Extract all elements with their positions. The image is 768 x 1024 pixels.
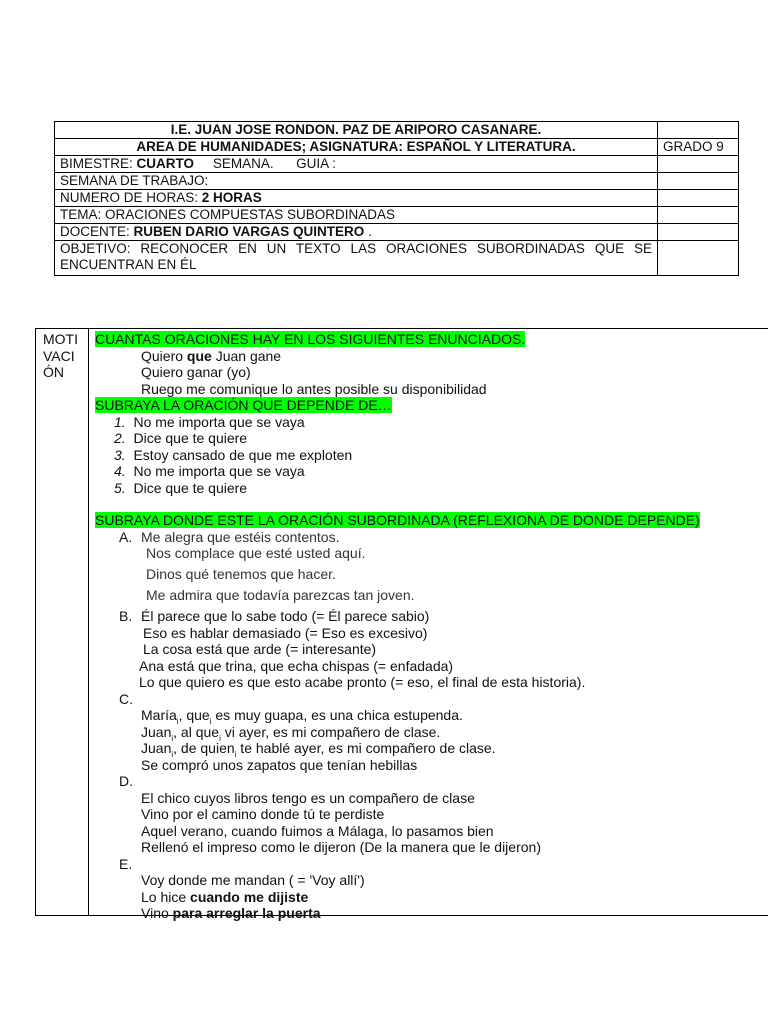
section2-heading: SUBRAYA LA ORACIÓN QUE DEPENDE DE…: [95, 397, 392, 413]
objetivo-line2: ENCUENTRAN EN ÉL: [60, 257, 197, 272]
docente-row: [55, 224, 658, 241]
group-b-line: La cosa está que arde (= interesante): [143, 641, 377, 657]
bimestre-label: BIMESTRE:: [60, 156, 133, 171]
group-e-line: Lo hice cuando me dijiste: [141, 888, 309, 905]
side-label: [43, 331, 78, 381]
group-b-line: Lo que quiero es que esto acabe pronto (= eso, el final de esta historia).: [139, 674, 586, 690]
list-item: 3. Estoy cansado de que me exploten: [114, 446, 353, 463]
semana-trabajo: SEMANA DE TRABAJO:: [55, 173, 658, 190]
docente-value: RUBEN DARIO VARGAS QUINTERO: [133, 224, 365, 239]
horas-label: NUMERO DE HORAS:: [60, 190, 199, 205]
group-a-line: Me admira que todavía parezcas tan joven.: [146, 587, 415, 603]
header-empty-cell: [658, 224, 739, 241]
header-empty-cell: [658, 173, 739, 190]
horas-row: [55, 190, 658, 207]
header-table: [54, 121, 739, 276]
grade-cell: GRADO 9: [658, 139, 739, 156]
group-e-line: Voy donde me mandan ( = 'Voy allí'): [141, 872, 365, 888]
docente-end: .: [368, 224, 372, 239]
horas-value: 2 HORAS: [201, 190, 262, 205]
guia-label: GUIA :: [296, 156, 336, 171]
semana-label: SEMANA.: [212, 156, 274, 171]
header-empty-cell: [658, 190, 739, 207]
header-empty-cell: [658, 241, 739, 276]
subject-title: AREA DE HUMANIDADES; ASIGNATURA: ESPAÑOL Y LITERATURA.: [55, 139, 658, 156]
docente-label: DOCENTE:: [60, 224, 130, 239]
list-item: 5. Dice que te quiere: [114, 479, 248, 496]
group-c-line: Juan$_i$, al que$_i$ vi ayer, es mi compañero de clase.: [141, 723, 441, 743]
section1-line: Ruego me comunique lo antes posible su disponibilidad: [141, 380, 487, 397]
group-a-letter: A.: [119, 528, 133, 545]
side-label-line: VACI: [43, 347, 75, 364]
header-empty-cell: [658, 207, 739, 224]
group-d-line: El chico cuyos libros tengo es un compañero de clase: [141, 789, 475, 806]
group-a-line: Me alegra que estéis contentos.: [141, 528, 340, 545]
group-e-line: Vino para arreglar la puerta: [141, 905, 321, 921]
bimestre-row: [55, 156, 658, 173]
activity-table: [35, 328, 768, 921]
objetivo-row: [55, 241, 658, 276]
side-label-line: MOTI: [43, 331, 78, 347]
group-b-line: Él parece que lo sabe todo (= Él parece sabio): [141, 608, 430, 624]
group-c-line: Se compró unos zapatos que tenían hebillas: [141, 756, 418, 773]
list-item: 2. Dice que te quiere: [114, 430, 248, 446]
section1-line: Quiero que Juan gane: [141, 347, 282, 364]
group-c-line: Juan$_i$, de quien$_i$ te hablé ayer, es mi compañero de clase.: [141, 740, 496, 759]
group-d-letter: D.: [119, 773, 133, 789]
header-empty-cell: [658, 156, 739, 173]
section3-heading: SUBRAYA DONDE ESTE LA ORACIÓN SUBORDINADA (REFLEXIONA DE DONDE DEPENDE): [95, 512, 700, 528]
list-item: 4. No me importa que se vaya: [114, 463, 305, 479]
school-title: I.E. JUAN JOSE RONDON. PAZ DE ARIPORO CASANARE.: [55, 122, 658, 139]
objetivo-line1: OBJETIVO: RECONOCER EN UN TEXTO LAS ORACIONES SUBORDINADAS QUE SE: [60, 241, 652, 256]
list-item: 1. No me importa que se vaya: [114, 413, 305, 430]
group-c-letter: C.: [119, 690, 133, 707]
group-e-letter: E.: [119, 855, 133, 872]
group-a-line: Dinos qué tenemos que hacer.: [146, 566, 336, 582]
header-empty-cell: [658, 122, 739, 139]
group-b-line: Ana está que trina, que echa chispas (= enfadada): [139, 657, 454, 674]
side-label-line: ÓN: [43, 364, 64, 380]
section1-line: Quiero ganar (yo): [141, 364, 251, 380]
group-d-line: Rellenó el impreso como le dijeron (De la manera que le dijeron): [141, 839, 541, 855]
group-d-line: Aquel verano, cuando fuimos a Málaga, lo pasamos bien: [141, 822, 494, 839]
group-a-line: Nos complace que esté usted aquí.: [146, 545, 366, 561]
tema-row: TEMA: ORACIONES COMPUESTAS SUBORDINADAS: [55, 207, 658, 224]
group-d-line: Vino por el camino donde tú te perdiste: [141, 806, 385, 822]
side-column: [36, 329, 89, 915]
group-b-letter: B.: [119, 608, 133, 624]
group-c-line: María$_i$, que$_i$ es muy guapa, es una chica estupenda.: [141, 707, 463, 726]
bimestre-value: CUARTO: [136, 156, 195, 171]
group-b-line: Eso es hablar demasiado (= Eso es excesivo): [143, 624, 428, 641]
section1-heading: CUANTAS ORACIONES HAY EN LOS SIGUIENTES ENUNCIADOS.: [95, 331, 526, 347]
